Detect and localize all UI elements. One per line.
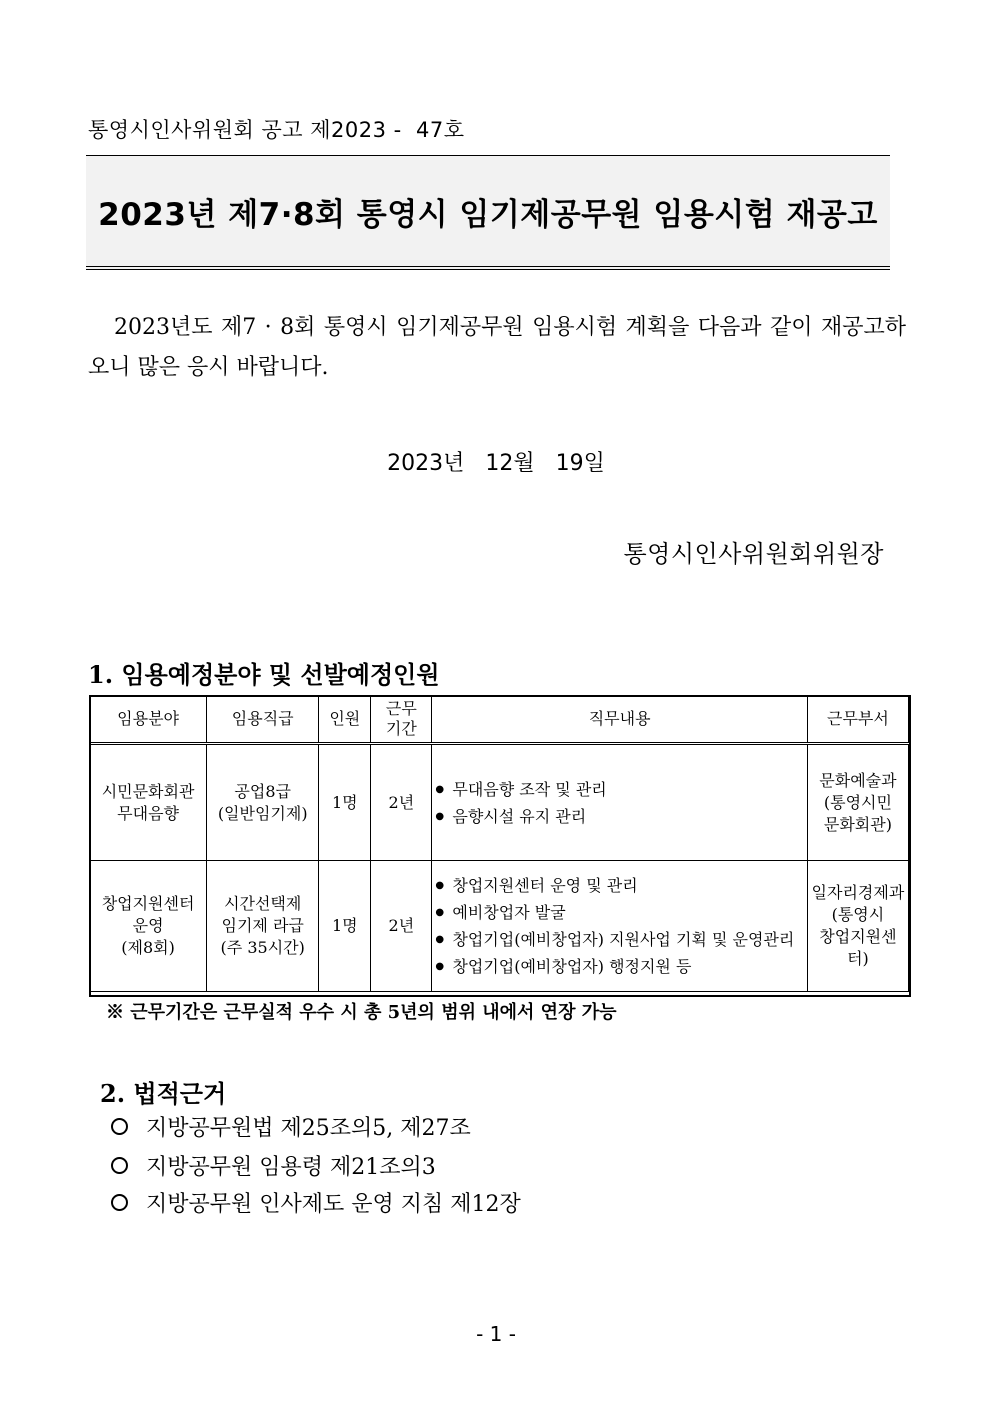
- circle-bullet-icon: [111, 1118, 128, 1135]
- notice-date: 2023년 12월 19일: [387, 451, 605, 476]
- intro-paragraph: 2023년도 제7 · 8회 통영시 임기제공무원 임용시험 계획을 다음과 같이 재공고하오니 많은 응시 바랍니다.: [88, 315, 906, 380]
- period-cell: 2년: [371, 861, 432, 992]
- law-item-text: 지방공무원법 제25조의5, 제27조: [146, 1116, 471, 1141]
- duty-item: ● 예비창업자 발굴: [434, 899, 804, 926]
- count-cell: 1명: [319, 744, 371, 861]
- duty-item: ● 창업지원센터 운영 및 관리: [434, 872, 804, 899]
- law-item-text: 지방공무원 인사제도 운영 지침 제12장: [146, 1192, 521, 1217]
- column-header: 인원: [319, 696, 371, 744]
- duty-item: ● 무대음향 조작 및 관리: [434, 776, 804, 803]
- table-row: [90, 861, 909, 992]
- department-cell: 문화예술과 (통영시민 문화회관): [807, 744, 908, 861]
- title-box: [86, 155, 890, 270]
- count-cell: 1명: [319, 861, 371, 992]
- law-item: [108, 1187, 521, 1218]
- circle-bullet-icon: [111, 1194, 128, 1211]
- positions-table: [89, 695, 909, 992]
- table-row: [90, 744, 909, 861]
- duty-item: ● 창업기업(예비창업자) 지원사업 기획 및 운영관리: [434, 926, 804, 953]
- column-header: 직무내용: [432, 696, 807, 744]
- document-title: 2023년 제7·8회 통영시 임기제공무원 임용시험 재공고: [98, 196, 878, 233]
- table-header-row: [90, 696, 909, 744]
- law-item-text: 지방공무원 임용령 제21조의3: [146, 1155, 436, 1180]
- signer: 통영시인사위원회위원장: [623, 540, 884, 568]
- column-header: 임용분야: [90, 696, 207, 744]
- field-cell: 창업지원센터 운영 (제8회): [90, 861, 207, 992]
- duties-cell: [432, 861, 807, 992]
- column-header: 임용직급: [207, 696, 319, 744]
- department-cell: 일자리경제과 (통영시 창업지원센터): [807, 861, 908, 992]
- law-item: [108, 1111, 471, 1142]
- period-cell: 2년: [371, 744, 432, 861]
- notice-number: 통영시인사위원회 공고 제2023 - 47호: [88, 118, 465, 142]
- page-number: - 1 -: [476, 1322, 516, 1346]
- column-header: 근무 기간: [371, 696, 432, 744]
- duty-item: ● 음향시설 유지 관리: [434, 803, 804, 830]
- duty-item: ● 창업기업(예비창업자) 행정지원 등: [434, 953, 804, 980]
- duties-cell: [432, 744, 807, 861]
- footnote: ※ 근무기간은 근무실적 우수 시 총 5년의 범위 내에서 연장 가능: [106, 1002, 617, 1023]
- section-1-heading: 1. 임용예정분야 및 선발예정인원: [88, 660, 440, 689]
- law-item: [108, 1150, 436, 1181]
- grade-cell: 시간선택제 임기제 라급 (주 35시간): [207, 861, 319, 992]
- grade-cell: 공업8급 (일반임기제): [207, 744, 319, 861]
- column-header: 근무부서: [807, 696, 908, 744]
- circle-bullet-icon: [111, 1157, 128, 1174]
- section-2-heading: 2. 법적근거: [100, 1079, 227, 1108]
- field-cell: 시민문화회관 무대음향: [90, 744, 207, 861]
